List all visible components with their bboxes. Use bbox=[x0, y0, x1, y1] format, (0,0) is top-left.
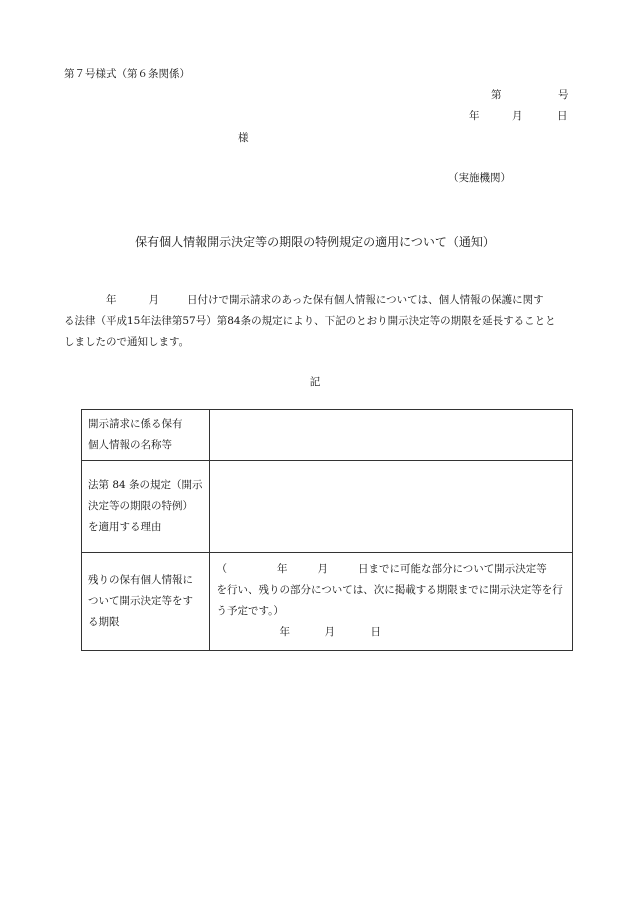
reason-value bbox=[210, 461, 573, 553]
body-line-1-text: 日付けで開示請求のあった保有個人情報については、個人情報の保護に関す bbox=[187, 294, 544, 306]
body-paragraph bbox=[64, 290, 574, 353]
info-name-label bbox=[82, 410, 210, 461]
body-line-2: る法律（平成15年法律第57号）第84条の規定により、下記のとおり開示決定等の期限を延長することと bbox=[64, 315, 556, 327]
number-prefix: 第 bbox=[491, 89, 502, 101]
ki-heading: 記 bbox=[309, 376, 321, 388]
reason-label bbox=[82, 461, 210, 553]
body-line-1 bbox=[64, 290, 574, 311]
addressee-suffix: 様 bbox=[238, 132, 249, 144]
implementing-agency: （実施機関） bbox=[448, 172, 511, 184]
body-line-3: しましたので通知します。 bbox=[64, 336, 190, 348]
deadline-year-label: 年 bbox=[279, 626, 290, 638]
table-row bbox=[82, 461, 573, 553]
table-row bbox=[82, 410, 573, 461]
issue-year-label: 年 bbox=[469, 110, 480, 122]
open-paren: （ bbox=[216, 563, 227, 575]
label-line: を適用する理由 bbox=[88, 521, 162, 533]
deadline-label bbox=[82, 553, 210, 651]
body-year-label: 年 bbox=[106, 294, 117, 306]
info-name-value bbox=[210, 410, 573, 461]
issue-day-label: 日 bbox=[557, 110, 568, 122]
label-line: ついて開示決定等をす bbox=[88, 595, 193, 607]
body-month-label: 月 bbox=[148, 294, 159, 306]
detail-table bbox=[81, 409, 573, 651]
label-line: 開示請求に係る保有 bbox=[88, 418, 183, 430]
schedule-line-3: う予定です。） bbox=[216, 605, 284, 617]
schedule-line-1-text: 日までに可能な部分について開示決定等 bbox=[357, 563, 547, 575]
schedule-line-2: を行い、残りの部分については、次に掲載する期限までに開示決定等を行 bbox=[216, 584, 563, 596]
label-line: る期限 bbox=[88, 616, 120, 628]
label-line: 決定等の期限の特例） bbox=[88, 500, 193, 512]
deadline-day-label: 日 bbox=[370, 626, 381, 638]
label-line: 残りの保有個人情報に bbox=[88, 574, 193, 586]
table-row bbox=[82, 553, 573, 651]
document-title: 保有個人情報開示決定等の期限の特例規定の適用について（通知） bbox=[135, 235, 495, 249]
form-label: 第７号様式（第６条関係） bbox=[64, 68, 190, 80]
deadline-month-label: 月 bbox=[324, 626, 335, 638]
label-line: 個人情報の名称等 bbox=[88, 439, 172, 451]
schedule-line-1 bbox=[216, 561, 546, 576]
label-line: 法第 84 条の規定（開示 bbox=[88, 479, 203, 491]
issue-month-label: 月 bbox=[512, 110, 523, 122]
deadline-schedule bbox=[210, 553, 572, 650]
partial-year-label: 年 bbox=[276, 563, 288, 575]
number-suffix: 号 bbox=[558, 89, 569, 101]
deadline-value bbox=[210, 553, 573, 651]
partial-month-label: 月 bbox=[317, 563, 328, 575]
